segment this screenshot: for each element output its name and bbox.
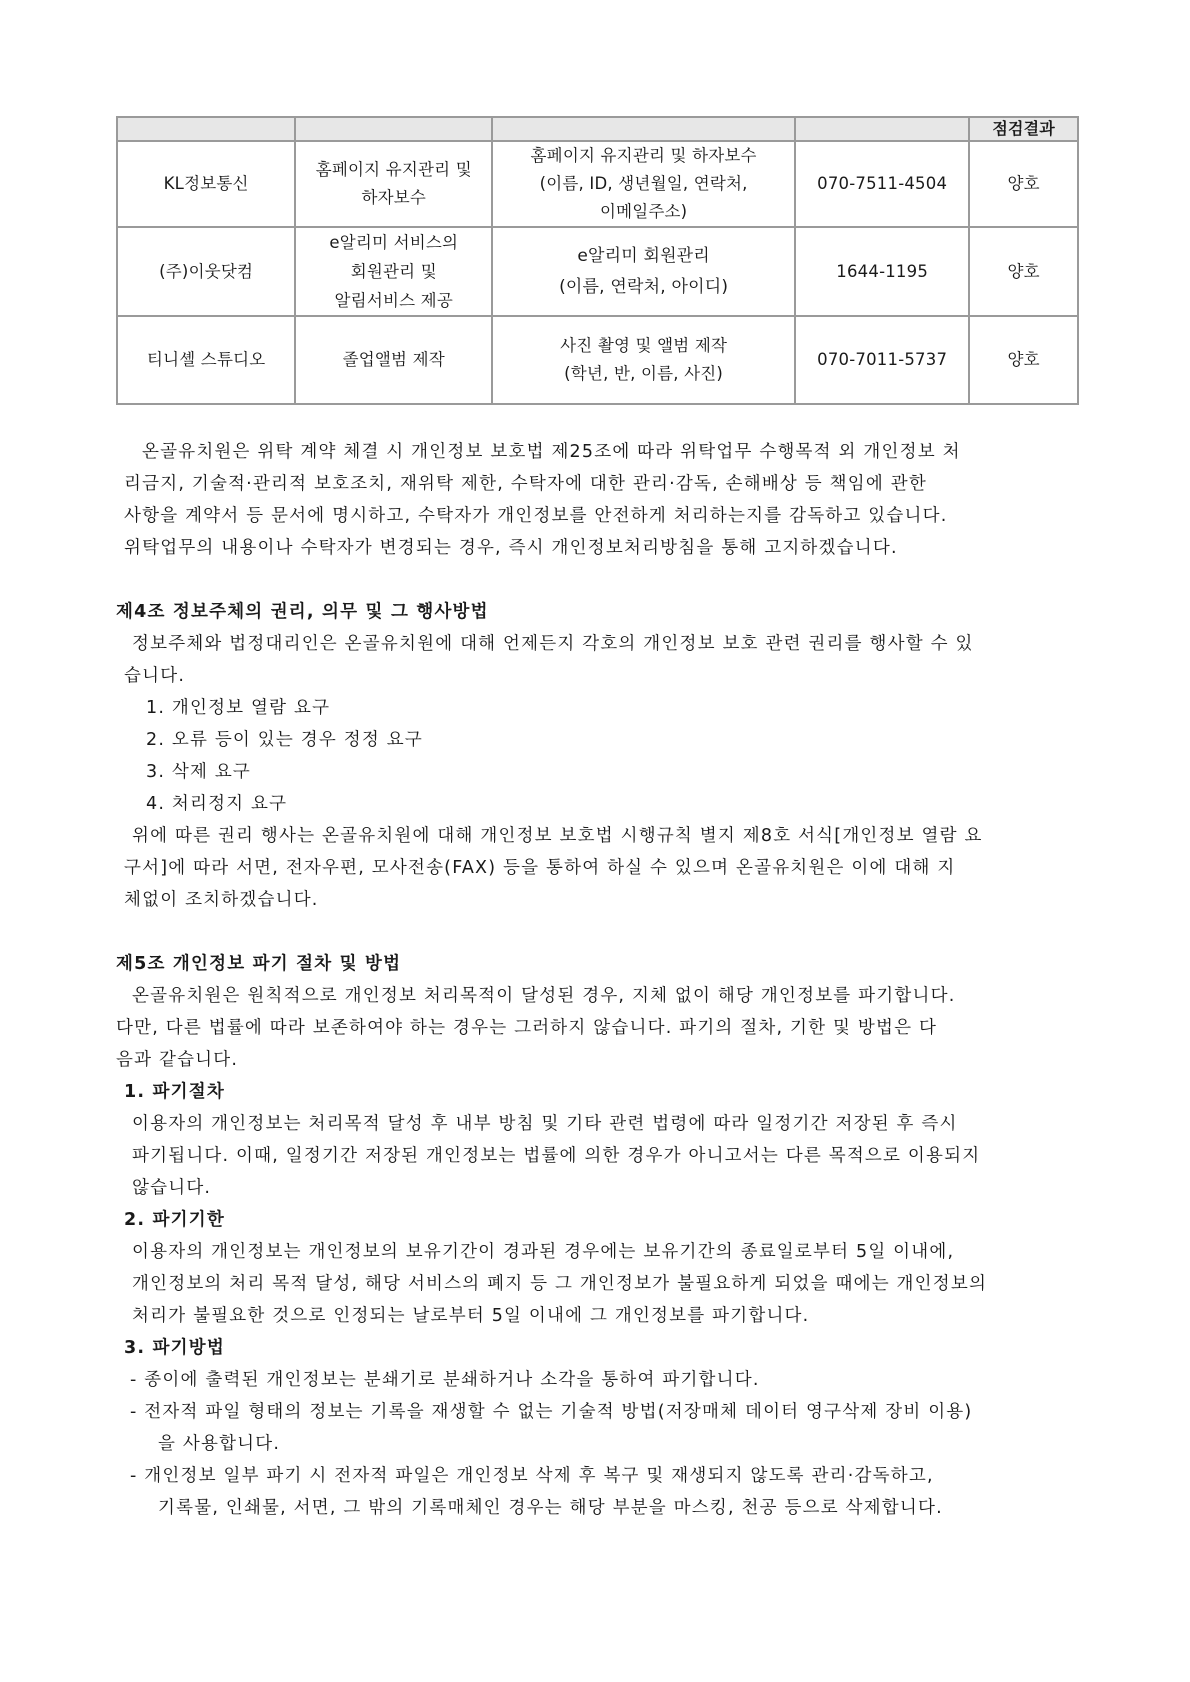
article5-intro-line: 음과 같습니다. [116, 1050, 239, 1070]
deadline-line: 처리가 불필요한 것으로 인정되는 날로부터 5일 이내에 그 개인정보를 파기합니다. [132, 1306, 810, 1326]
method-line: 기록물, 인쇄물, 서면, 그 밖의 기록매체인 경우는 해당 부분을 마스킹, 천공 등으로 삭제합니다. [158, 1498, 943, 1518]
result-cell: 양호 [969, 227, 1078, 316]
header-cell [492, 117, 795, 141]
header-cell [117, 117, 295, 141]
company-cell: 티니셸 스튜디오 [117, 316, 295, 404]
article4-title: 제4조 정보주체의 권리, 의무 및 그 행사방법 [116, 602, 489, 622]
consignment-table [116, 116, 1079, 405]
article5-intro-line: 온골유치원은 원칙적으로 개인정보 처리목적이 달성된 경우, 지체 없이 해당 개인정보를 파기합니다. [132, 986, 956, 1006]
result-cell: 양호 [969, 141, 1078, 227]
method-line: - 종이에 출력된 개인정보는 분쇄기로 분쇄하거나 소각을 통하여 파기합니다. [130, 1370, 760, 1390]
article4-list-item: 1. 개인정보 열람 요구 [146, 698, 331, 718]
consign-notice-line: 리금지, 기술적·관리적 보호조치, 재위탁 제한, 수탁자에 대한 관리·감독, 손해배상 등 책임에 관한 [124, 474, 927, 494]
company-cell: KL정보통신 [117, 141, 295, 227]
article4-list-item: 4. 처리정지 요구 [146, 794, 288, 814]
phone-cell: 070-7511-4504 [795, 141, 969, 227]
items-cell: 홈페이지 유지관리 및 하자보수 (이름, ID, 생년월일, 연락처, 이메일주소) [492, 141, 795, 227]
deadline-title: 2. 파기기한 [124, 1210, 225, 1230]
result-cell: 양호 [969, 316, 1078, 404]
method-line: 을 사용합니다. [158, 1434, 281, 1454]
article4-closing-line: 체없이 조치하겠습니다. [124, 890, 319, 910]
company-cell: (주)이웃닷컴 [117, 227, 295, 316]
article4-list-item: 3. 삭제 요구 [146, 762, 252, 782]
article4-intro-line: 습니다. [124, 666, 186, 686]
phone-cell: 070-7011-5737 [795, 316, 969, 404]
article4-closing-line: 구서]에 따라 서면, 전자우편, 모사전송(FAX) 등을 통하여 하실 수 있으며 온골유치원은 이에 대해 지 [124, 858, 956, 878]
procedure-line: 파기됩니다. 이때, 일정기간 저장된 개인정보는 법률에 의한 경우가 아니고서는 다른 목적으로 이용되지 [132, 1146, 981, 1166]
consign-notice-line: 사항을 계약서 등 문서에 명시하고, 수탁자가 개인정보를 안전하게 처리하는지를 감독하고 있습니다. [124, 506, 948, 526]
consign-notice-line: 온골유치원은 위탁 계약 체결 시 개인정보 보호법 제25조에 따라 위탁업무 수행목적 외 개인정보 처 [142, 442, 961, 462]
method-title: 3. 파기방법 [124, 1338, 225, 1358]
task-cell: 홈페이지 유지관리 및 하자보수 [295, 141, 492, 227]
task-cell: e알리미 서비스의 회원관리 및 알림서비스 제공 [295, 227, 492, 316]
procedure-title: 1. 파기절차 [124, 1082, 225, 1102]
procedure-line: 이용자의 개인정보는 처리목적 달성 후 내부 방침 및 기타 관련 법령에 따라 일정기간 저장된 후 즉시 [132, 1114, 958, 1134]
table-header-row [117, 117, 1078, 141]
table-row [117, 141, 1078, 227]
header-cell-result: 점검결과 [969, 117, 1078, 141]
phone-cell: 1644-1195 [795, 227, 969, 316]
consign-notice-line: 위탁업무의 내용이나 수탁자가 변경되는 경우, 즉시 개인정보처리방침을 통해 고지하겠습니다. [124, 538, 898, 558]
article4-list-item: 2. 오류 등이 있는 경우 정정 요구 [146, 730, 423, 750]
items-cell: e알리미 회원관리 (이름, 연락처, 아이디) [492, 227, 795, 316]
article5-title: 제5조 개인정보 파기 절차 및 방법 [116, 954, 402, 974]
procedure-line: 않습니다. [132, 1178, 212, 1198]
items-cell: 사진 촬영 및 앨범 제작 (학년, 반, 이름, 사진) [492, 316, 795, 404]
article4-closing-line: 위에 따른 권리 행사는 온골유치원에 대해 개인정보 보호법 시행규칙 별지 제8호 서식[개인정보 열람 요 [132, 826, 983, 846]
method-line: - 개인정보 일부 파기 시 전자적 파일은 개인정보 삭제 후 복구 및 재생되지 않도록 관리·감독하고, [130, 1466, 934, 1486]
task-cell: 졸업앨범 제작 [295, 316, 492, 404]
article5-intro-line: 다만, 다른 법률에 따라 보존하여야 하는 경우는 그러하지 않습니다. 파기의 절차, 기한 및 방법은 다 [116, 1018, 938, 1038]
method-line: - 전자적 파일 형태의 정보는 기록을 재생할 수 없는 기술적 방법(저장매체 데이터 영구삭제 장비 이용) [130, 1402, 973, 1422]
deadline-line: 이용자의 개인정보는 개인정보의 보유기간이 경과된 경우에는 보유기간의 종료일로부터 5일 이내에, [132, 1242, 955, 1262]
deadline-line: 개인정보의 처리 목적 달성, 해당 서비스의 폐지 등 그 개인정보가 불필요하게 되었을 때에는 개인정보의 [132, 1274, 988, 1294]
header-cell [795, 117, 969, 141]
article4-intro-line: 정보주체와 법정대리인은 온골유치원에 대해 언제든지 각호의 개인정보 보호 관련 권리를 행사할 수 있 [132, 634, 974, 654]
header-cell [295, 117, 492, 141]
table-row [117, 316, 1078, 404]
table-row [117, 227, 1078, 316]
